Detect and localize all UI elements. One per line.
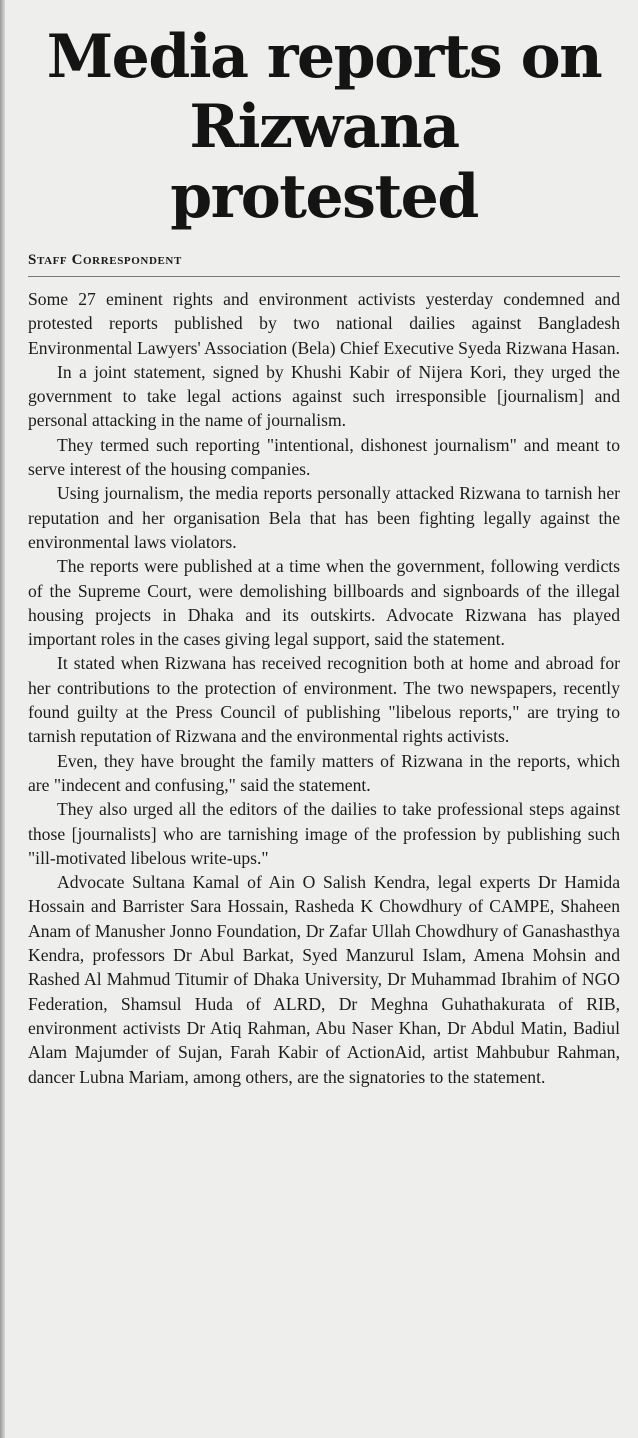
paragraph-1: Some 27 eminent rights and environment activists yesterday condemned and protested reports published by two national dailies against Bangladesh Environmental Lawyers' Association (Bela) Chief Executive Syeda Rizwana Hasan.	[28, 289, 620, 358]
paragraph-5: The reports were published at a time when the government, following verdicts of the Supreme Court, were demolishing billboards and signboards of the illegal housing projects in Dhaka and its outskirts. Advocate Rizwana has played important roles in the cases giving legal support, said the statement.	[28, 556, 620, 650]
paragraph-2: In a joint statement, signed by Khushi Kabir of Nijera Kori, they urged the government to take legal actions against such irresponsible [journalism] and personal attacking in the name of journalism.	[28, 361, 620, 431]
paragraph-6: It stated when Rizwana has received recognition both at home and abroad for her contributions to the protection of environment. The two newspapers, recently found guilty at the Press Council of publishing "libelous reports," are trying to tarnish reputation of Rizwana and the environmental rights activists.	[28, 653, 620, 747]
headline: Media reports on Rizwana protested	[46, 22, 602, 232]
paragraph-8: They also urged all the editors of the dailies to take professional steps against those [journalists] who are tarnishing image of the profession by publishing such "ill-motivated libelous write-ups."	[28, 799, 620, 868]
article-body	[28, 287, 620, 1089]
news-article	[28, 22, 620, 1089]
paragraph-3: They termed such reporting "intentional, dishonest journalism" and meant to serve interest of the housing companies.	[28, 434, 620, 480]
paragraph-4: Using journalism, the media reports personally attacked Rizwana to tarnish her reputation and her organisation Bela that has been fighting legally against the environmental laws violators.	[28, 483, 620, 552]
column-rule	[0, 0, 5, 1438]
byline: Staff Correspondent	[28, 252, 620, 277]
paragraph-7: Even, they have brought the family matters of Rizwana in the reports, which are "indecent and confusing," said the statement.	[28, 750, 620, 795]
paragraph-9: Advocate Sultana Kamal of Ain O Salish Kendra, legal experts Dr Hamida Hossain and Barrister Sara Hossain, Rasheda K Chowdhury of CAMPE, Shaheen Anam of Manusher Jonno Foundation, Dr Zafar Ullah Chowdhury of Ganashasthya Kendra, professors Dr Abul Barkat, Syed Manzurul Islam, Amena Mohsin and Rashed Al Mahmud Titumir of Dhaka University, Dr Muhammad Ibrahim of NGO Federation, Shamsul Huda of ALRD, Dr Meghna Guhathakurata of RIB, environment activists Dr Atiq Rahman, Abu Naser Khan, Dr Abdul Matin, Badiul Alam Majumder of Sujan, Farah Kabir of ActionAid, artist Mahbubur Rahman, dancer Lubna Mariam, among others, are the signatories to the statement.	[28, 872, 620, 1087]
